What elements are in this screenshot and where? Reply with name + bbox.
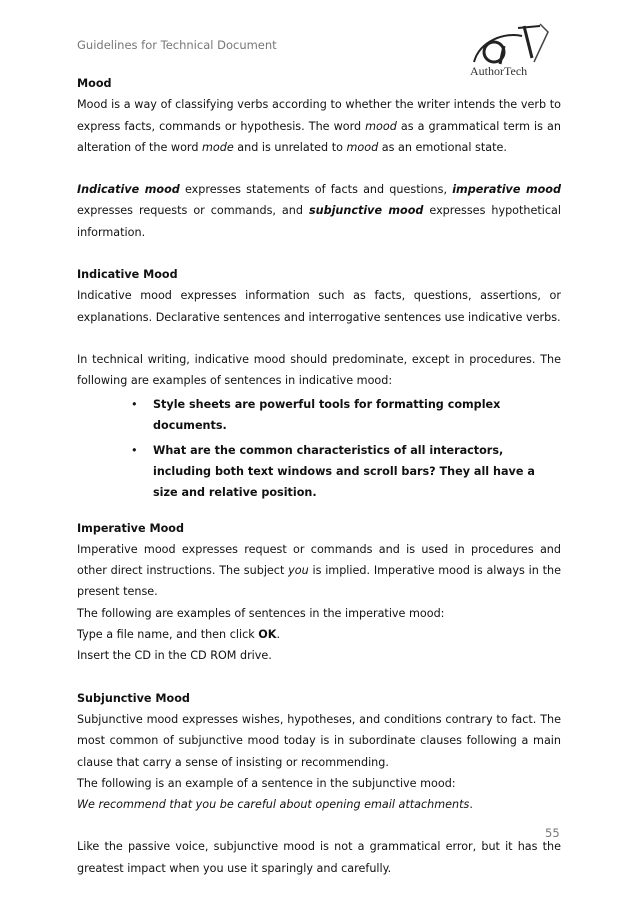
mood-heading: Mood [77, 77, 112, 90]
indicative-heading: Indicative Mood [77, 268, 178, 282]
subjunctive-heading: Subjunctive Mood [77, 691, 190, 705]
page-number: 55 [545, 826, 560, 840]
imperative-paragraph-1: Imperative mood expresses request or commands and is used in procedures and other direct instructions. The subject you is implied. Imperative mood is always in the present tense. [77, 542, 561, 599]
imperative-heading: Imperative Mood [77, 521, 184, 535]
list-item: • What are the common characteristics of all interactors, including both text windows and scroll bars? They all have a size and relative position. [77, 440, 561, 503]
page-body [77, 73, 561, 879]
subjunctive-paragraph-3: Like the passive voice, subjunctive mood is not a grammatical error, but it has the greatest impact when you use it sparingly and carefully. [77, 840, 561, 875]
running-header: Guidelines for Technical Document [77, 38, 277, 52]
logo-wordmark: AuthorTech [470, 64, 528, 78]
bullet-icon: • [131, 397, 138, 411]
bullet-icon: • [131, 443, 138, 457]
imperative-example-1: Type a file name, and then click OK. [77, 628, 281, 642]
imperative-paragraph-2: The following are examples of sentences in the imperative mood: [77, 606, 445, 620]
subjunctive-paragraph-1: Subjunctive mood expresses wishes, hypotheses, and conditions contrary to fact. The most common of subjunctive mood today is in subordinate clauses following a main clause that carry a sense of insisting or recommending. [77, 712, 561, 769]
list-item: • Style sheets are powerful tools for formatting complex documents. [77, 394, 561, 436]
indicative-paragraph-2: In technical writing, indicative mood should predominate, except in procedures. The following are examples of sentences in indicative mood: [77, 352, 561, 388]
subjunctive-example: We recommend that you be careful about opening email attachments. [77, 798, 473, 812]
indicative-paragraph-1: Indicative mood expresses information such as facts, questions, assertions, or explanations. Declarative sentences and interrogative sentences use indicative verbs. [77, 289, 561, 324]
mood-paragraph-2: Indicative mood expresses statements of facts and questions, imperative mood expresses requests or commands, and subjunctive mood expresses hypothetical information. [77, 183, 561, 239]
indicative-examples-list [77, 394, 561, 503]
subjunctive-paragraph-2: The following is an example of a sentence in the subjunctive mood: [77, 776, 456, 790]
mood-paragraph-1: Mood is a way of classifying verbs according to whether the writer intends the verb to express facts, commands or hypothesis. The word mood as a grammatical term is an alteration of the word mode and is unrelated to mood as an emotional state. [77, 98, 561, 154]
imperative-example-2: Insert the CD in the CD ROM drive. [77, 649, 272, 663]
